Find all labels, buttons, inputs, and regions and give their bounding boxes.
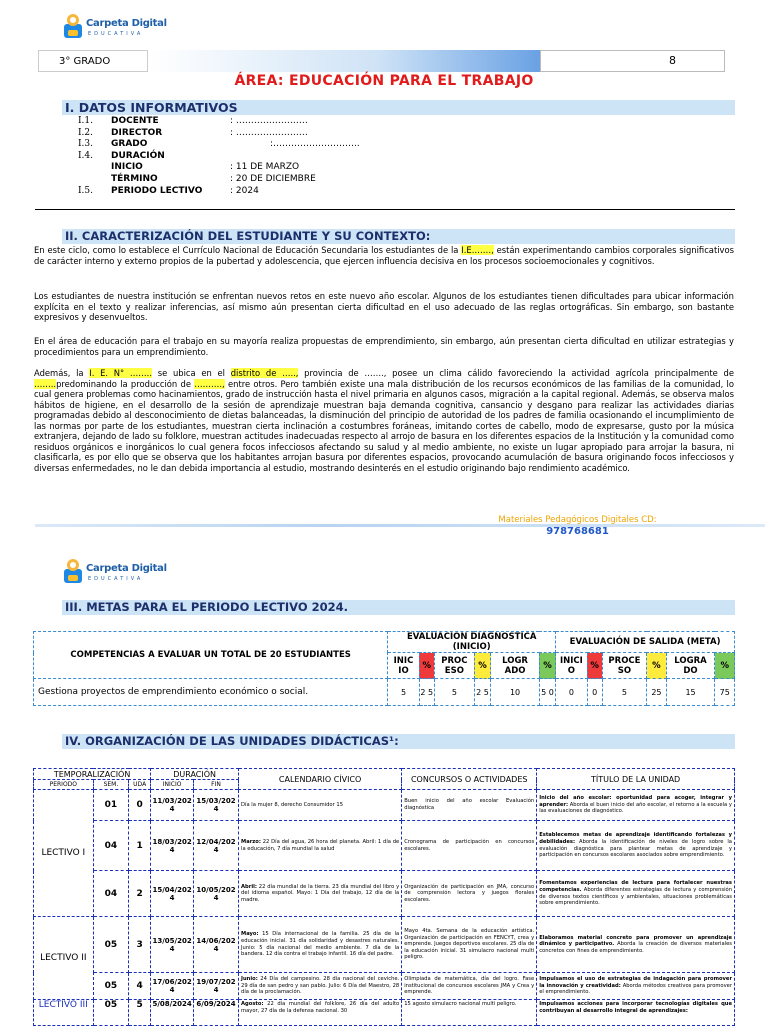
- text: En este ciclo, como lo establece el Currículo Nacional de Educación Secundaria los estudiantes de la: [34, 245, 462, 255]
- sem-cell: 04: [93, 821, 129, 871]
- titulo-cell: [537, 790, 735, 821]
- col-inicio: INIC IO: [388, 653, 419, 679]
- text: Día la mujer 8, derecho Consumidor 15: [241, 801, 343, 808]
- info-value: :………………………..: [270, 139, 360, 150]
- info-value: : 2024: [230, 185, 259, 196]
- datos-informativos: [78, 116, 478, 200]
- concursos-cell: 15 agosto simulacro nacional multi peligro.: [402, 1000, 537, 1026]
- calendario-header: CALENDARIO CÍVICO: [239, 769, 402, 790]
- uda-header: UDA: [129, 780, 151, 790]
- section-1-heading: [62, 100, 735, 115]
- uda-cell: 3: [129, 917, 151, 973]
- highlight: ……….,: [194, 378, 225, 389]
- section-3-title: III. METAS PARA EL PERIODO LECTIVO 2024.: [65, 600, 348, 614]
- text: Mayo:: [241, 931, 259, 938]
- info-row: [78, 128, 478, 140]
- value-cell: 5 0: [539, 679, 555, 706]
- col-proceso: PROC ESO: [434, 653, 474, 679]
- calendario-cell: [239, 1000, 402, 1026]
- text: provincia de ……., posee un clima cálido favoreciendo la actividad agrícola principalmente de: [298, 368, 734, 378]
- fin-header: FIN: [194, 780, 239, 790]
- fin-cell: 10/05/202 4: [194, 871, 239, 917]
- promo-code: 978768681: [546, 526, 609, 537]
- concursos-cell: Olimpiada de matemática, día del logro. Fase institucional de concursos escolares JMA y Crea y emprende.: [402, 973, 537, 1000]
- text: 22 día mundial de la tierra. 23 día mundial del libro y del idioma español. Mayo: 1 Día del trabajo, 12 día de la madre.: [241, 883, 400, 903]
- unidades-table: [33, 768, 735, 1026]
- sem-cell: 05: [93, 917, 129, 973]
- info-num: I.3.: [78, 139, 94, 150]
- value-cell: 2 5: [474, 679, 490, 706]
- inicio-cell: 17/06/202 4: [151, 973, 194, 1000]
- value-cell: 75: [715, 679, 735, 706]
- brand-logo: [62, 8, 182, 48]
- paragraph-3: En el área de educación para el trabajo en su mayoría realiza propuestas de emprendimiento, sin embargo, aún presentan cierta dificultad en utilizar estrategias y procedimientos para un emprendimiento.: [34, 336, 734, 357]
- temporalizacion-header: TEMPORALIZACIÓN: [34, 769, 151, 780]
- info-num: I.1.: [78, 116, 94, 126]
- competencias-header: COMPETENCIAS A EVALUAR UN TOTAL DE 20 ESTUDIANTES: [34, 632, 388, 679]
- text: Junio:: [241, 976, 258, 983]
- value-cell: 5: [602, 679, 646, 706]
- inicio-cell: 5/08/2024: [151, 1000, 194, 1026]
- col-inicio: INICI O: [556, 653, 587, 679]
- text: están experimentando cambios corporales significativos de carácter interno y externo propios de la pubertad y adolescencia, que ejercen influencia decisiva en los procesos socioemocionales y cognitivos.: [34, 245, 734, 266]
- info-row: [78, 162, 478, 174]
- folder-logo-icon: [62, 12, 84, 42]
- sem-header: SEM.: [93, 780, 129, 790]
- calendario-cell: [239, 973, 402, 1000]
- text: predominando la producción de: [56, 378, 195, 389]
- col-pct: %: [539, 653, 555, 679]
- col-logrado: LOGRA DO: [666, 653, 715, 679]
- brand-name: Carpeta Digital: [86, 563, 167, 574]
- uda-cell: 5: [129, 1000, 151, 1026]
- fin-cell: 6/09/2024: [194, 1000, 239, 1026]
- competencia-cell: Gestiona proyectos de emprendimiento económico o social.: [34, 679, 388, 706]
- text: 22 Día del agua, 26 hora del planeta. Abril: 1 día de la educación, 7 día mundial la salud: [241, 838, 400, 852]
- info-label: DIRECTOR: [111, 127, 163, 138]
- sem-cell: 05: [93, 1000, 129, 1026]
- text: entre otros. Pero también existe una mala distribución de los recursos económicos de las familias de la comunidad, lo cual genera problemas como hacinamientos, grado de instrucción hasta el nivel primaria en algunos casos, migración a la capital regional. Además, se observa malos hábitos de higiene, en el desarrollo de la sesión de aprendizaje muestran baja demanda cognitiva, cansancio y desgano para realizar las actividades diarias programadas debido al desconocimiento de dietas balanceadas, la disminución del principio de autoridad de los padres de familia ocasionando el incumplimiento de las normas por parte de los estudiantes, muestran cierta inclinación a costumbres foráneas, imitando cortes de cabello, modo de expresarse, gusto por la música extranjera, dejando de lado su folklore, muestran actitudes inadecuadas respecto al arrojo de basura en los diferentes espacios de la Institución y la comunidad como residuos orgánicos e inorgánicos lo cual genera focos infecciosos afectando su salud y al medio ambiente, no existe un lugar apropiado para arrojar la basura, ni clasificarla, es por ello que se observa que los habitantes arrojan basura por diferentes espacios, provocando acumulación de basura originando focos infecciosos y diversas enfermedades, no le dan debida importancia al estudio, mostrando desinterés en el estudio originando bajo rendimiento académico.: [34, 378, 734, 473]
- brand-tagline: EDUCATIVA: [88, 576, 144, 582]
- titulo-cell: [537, 917, 735, 973]
- info-value: : ……………………: [230, 116, 308, 126]
- table-row: [34, 790, 735, 821]
- titulo-cell: [537, 821, 735, 871]
- text: 15 Día internacional de la familia. 25 día de la educación inicial. 31 día solidaridad y desastres naturales. Junio: 5 día nacional del medio ambiente. 7 día de la bandera. 12 día contra el trabajo infantil. 16 día del padre.: [241, 931, 400, 958]
- uda-cell: 1: [129, 821, 151, 871]
- section-1-title: I. DATOS INFORMATIVOS: [65, 100, 238, 115]
- highlight: distrito de …..,: [230, 368, 299, 378]
- table-row: [34, 679, 735, 706]
- info-label: PERIODO LECTIVO: [111, 185, 203, 196]
- value-cell: 5: [388, 679, 419, 706]
- sem-cell: 04: [93, 871, 129, 917]
- duracion-header: DURACIÓN: [151, 769, 239, 780]
- calendario-cell: [239, 917, 402, 973]
- metas-table: [33, 631, 735, 706]
- text: Impulsamos el uso de estrategias de indagación para promover la innovación y creatividad:: [539, 976, 732, 989]
- col-pct: %: [474, 653, 490, 679]
- info-label: DOCENTE: [111, 116, 159, 126]
- table-row: [34, 917, 735, 973]
- section-4-title: IV. ORGANIZACIÓN DE LAS UNIDADES DIDÁCTICAS¹:: [65, 734, 399, 748]
- table-row: [34, 871, 735, 917]
- info-row: [78, 186, 478, 198]
- table-row: [34, 821, 735, 871]
- col-pct: %: [419, 653, 434, 679]
- titulo-cell: [537, 871, 735, 917]
- page-number: 8: [540, 50, 725, 72]
- salida-header: EVALUACIÓN DE SALIDA (META): [556, 632, 735, 653]
- grade-label: 3° GRADO: [38, 50, 148, 72]
- value-cell: 25: [647, 679, 667, 706]
- text: Aborda la creación de diversos materiales concretos con fines de emprendimiento.: [539, 941, 732, 954]
- uda-cell: 4: [129, 973, 151, 1000]
- text: Aborda el buen inicio del año escolar, el retorno a la escuela y las evaluaciones de diagnóstico.: [539, 801, 732, 815]
- col-pct: %: [647, 653, 667, 679]
- concursos-cell: Cronograma de participación en concursos escolares.: [402, 821, 537, 871]
- text: Marzo:: [241, 838, 261, 845]
- inicio-cell: 13/05/202 4: [151, 917, 194, 973]
- text: Fomentamos experiencias de lectura para fortalecer nuestras competencias.: [539, 880, 732, 893]
- section-4-heading: [62, 734, 735, 749]
- concursos-header: CONCURSOS O ACTIVIDADES: [402, 769, 537, 790]
- paragraph-2: Los estudiantes de nuestra institución se enfrentan nuevos retos en este nuevo año escolar. Algunos de los estudiantes tienen dificultades para ubicar información explícita en el texto y realizar inferencias, así mismo aún presentan cierta dificultad en el uso adecuado de las reglas ortográficas. Sin embargo, son bastante expresivos y desenvueltos.: [34, 291, 734, 322]
- text: Aborda métodos creativos para promover el emprendimiento.: [539, 982, 733, 996]
- info-label: GRADO: [111, 139, 148, 150]
- table-row: [34, 1000, 735, 1026]
- section-3-heading: [62, 600, 735, 615]
- highlight: I. E. N° ……..: [89, 368, 152, 378]
- section-2-title: II. CARACTERIZACIÓN DEL ESTUDIANTE Y SU CONTEXTO:: [65, 229, 431, 243]
- text: Agosto:: [241, 1001, 264, 1007]
- area-title: ÁREA: EDUCACIÓN PARA EL TRABAJO: [234, 73, 534, 89]
- value-cell: 2 5: [419, 679, 434, 706]
- value-cell: 15: [666, 679, 715, 706]
- text: Elaboramos material concreto para promover un aprendizaje dinámico y participativo.: [539, 934, 732, 948]
- section-2-heading: [62, 229, 735, 244]
- fin-cell: 19/07/202 4: [194, 973, 239, 1000]
- value-cell: 5: [434, 679, 474, 706]
- info-num: I.5.: [78, 185, 94, 196]
- col-pct: %: [587, 653, 602, 679]
- fin-cell: 12/04/202 4: [194, 821, 239, 871]
- fin-cell: 15/03/202 4: [194, 790, 239, 821]
- value-cell: 0: [587, 679, 602, 706]
- info-label: INICIO: [111, 162, 143, 173]
- col-proceso: PROCE SO: [602, 653, 646, 679]
- info-num: I.2.: [78, 127, 94, 138]
- text: 22 día mundial del folklore, 26 día del adulto mayor, 27 día de la defensa nacional. 30: [241, 1001, 400, 1014]
- brand-tagline: EDUCATIVA: [88, 31, 144, 37]
- table-row: [34, 973, 735, 1000]
- text: Impulsamos acciones para incorporar tecnologías digitales que contribuyan al desarrollo integral de aprendizajes:: [539, 1001, 732, 1014]
- value-cell: 10: [491, 679, 540, 706]
- brand-name: Carpeta Digital: [86, 18, 167, 29]
- inicio-cell: 15/04/202 4: [151, 871, 194, 917]
- titulo-cell: [537, 1000, 735, 1026]
- highlight: I.E.……,: [461, 245, 494, 255]
- info-value: : 20 DE DICIEMBRE: [230, 174, 316, 184]
- info-row: [78, 151, 478, 163]
- value-cell: 0: [556, 679, 587, 706]
- concursos-cell: Buen inicio del año escolar Evaluación diagnóstica: [402, 790, 537, 821]
- calendario-cell: [239, 821, 402, 871]
- periodo-cell: LECTIVO III: [34, 1000, 94, 1026]
- fin-cell: 14/06/202 4: [194, 917, 239, 973]
- info-value: : 11 DE MARZO: [230, 162, 300, 173]
- calendario-cell: [239, 871, 402, 917]
- periodo-header: PERIODO: [34, 780, 94, 790]
- divider: [35, 209, 735, 210]
- brand-logo: [62, 553, 182, 593]
- text: Además, la: [34, 368, 90, 378]
- titulo-cell: [537, 973, 735, 1000]
- text: Inicio del año escolar: oportunidad para acoger, integrar y aprender:: [539, 795, 732, 808]
- titulo-header: TÍTULO DE LA UNIDAD: [537, 769, 735, 790]
- inicio-cell: 11/03/202 4: [151, 790, 194, 821]
- text: Abril:: [241, 883, 257, 890]
- promo-text: Materiales Pedagógicos Digitales CD:: [498, 515, 657, 525]
- uda-cell: 0: [129, 790, 151, 821]
- periodo-cell: LECTIVO I: [34, 790, 94, 917]
- uda-cell: 2: [129, 871, 151, 917]
- info-row: [78, 174, 478, 186]
- concursos-cell: Mayo 4ta. Semana de la educación artística. Organización de participación en FENCYT, crea y emprende. Juegos deportivos escolares. 25 día de la educación inicial. 31 simulacro nacional multi peligro.: [402, 917, 537, 973]
- text: Aborda diferentes estrategias de lectura y comprensión de diversos textos científicos y ambientales, situaciones problemáticas sobre emprendimiento.: [539, 886, 732, 907]
- paragraph-1: [34, 245, 734, 266]
- info-label: DURACIÓN: [111, 150, 165, 161]
- info-row: [78, 116, 478, 128]
- col-pct: %: [715, 653, 735, 679]
- paragraph-4: [34, 368, 734, 473]
- text: Aborda la identificación de niveles de logro sobre la evaluación diagnóstica para plantear metas de aprendizaje y participación en concursos escolares asociados sobre emprendimiento.: [539, 838, 732, 859]
- info-value: : ……………………: [230, 127, 308, 138]
- highlight: ……..: [34, 378, 57, 389]
- info-label: TÉRMINO: [111, 174, 158, 184]
- info-num: I.4.: [78, 150, 94, 161]
- calendario-cell: [239, 790, 402, 821]
- col-logrado: LOGR ADO: [491, 653, 540, 679]
- text: se ubica en el: [152, 368, 231, 378]
- text: Establecemos metas de aprendizaje identificando fortalezas y debilidades:: [539, 832, 732, 845]
- diagnostica-header: EVALUACION DIAGNOSTICA (INICIO): [388, 632, 556, 653]
- sem-cell: 05: [93, 973, 129, 1000]
- inicio-cell: 18/03/202 4: [151, 821, 194, 871]
- inicio-header: INICIO: [151, 780, 194, 790]
- periodo-cell: LECTIVO II: [34, 917, 94, 1000]
- text: 24 Día del campesino. 28 día nacional del ceviche. 29 día de san pedro y san pablo. Julio: 6 Día del Maestro, 28 día de la proclamación.: [241, 976, 400, 996]
- folder-logo-icon: [62, 557, 84, 587]
- sem-cell: 01: [93, 790, 129, 821]
- concursos-cell: Organización de participación en JMA, concurso de comprensión lectora y juegos florales escolares.: [402, 871, 537, 917]
- info-row: [78, 139, 478, 151]
